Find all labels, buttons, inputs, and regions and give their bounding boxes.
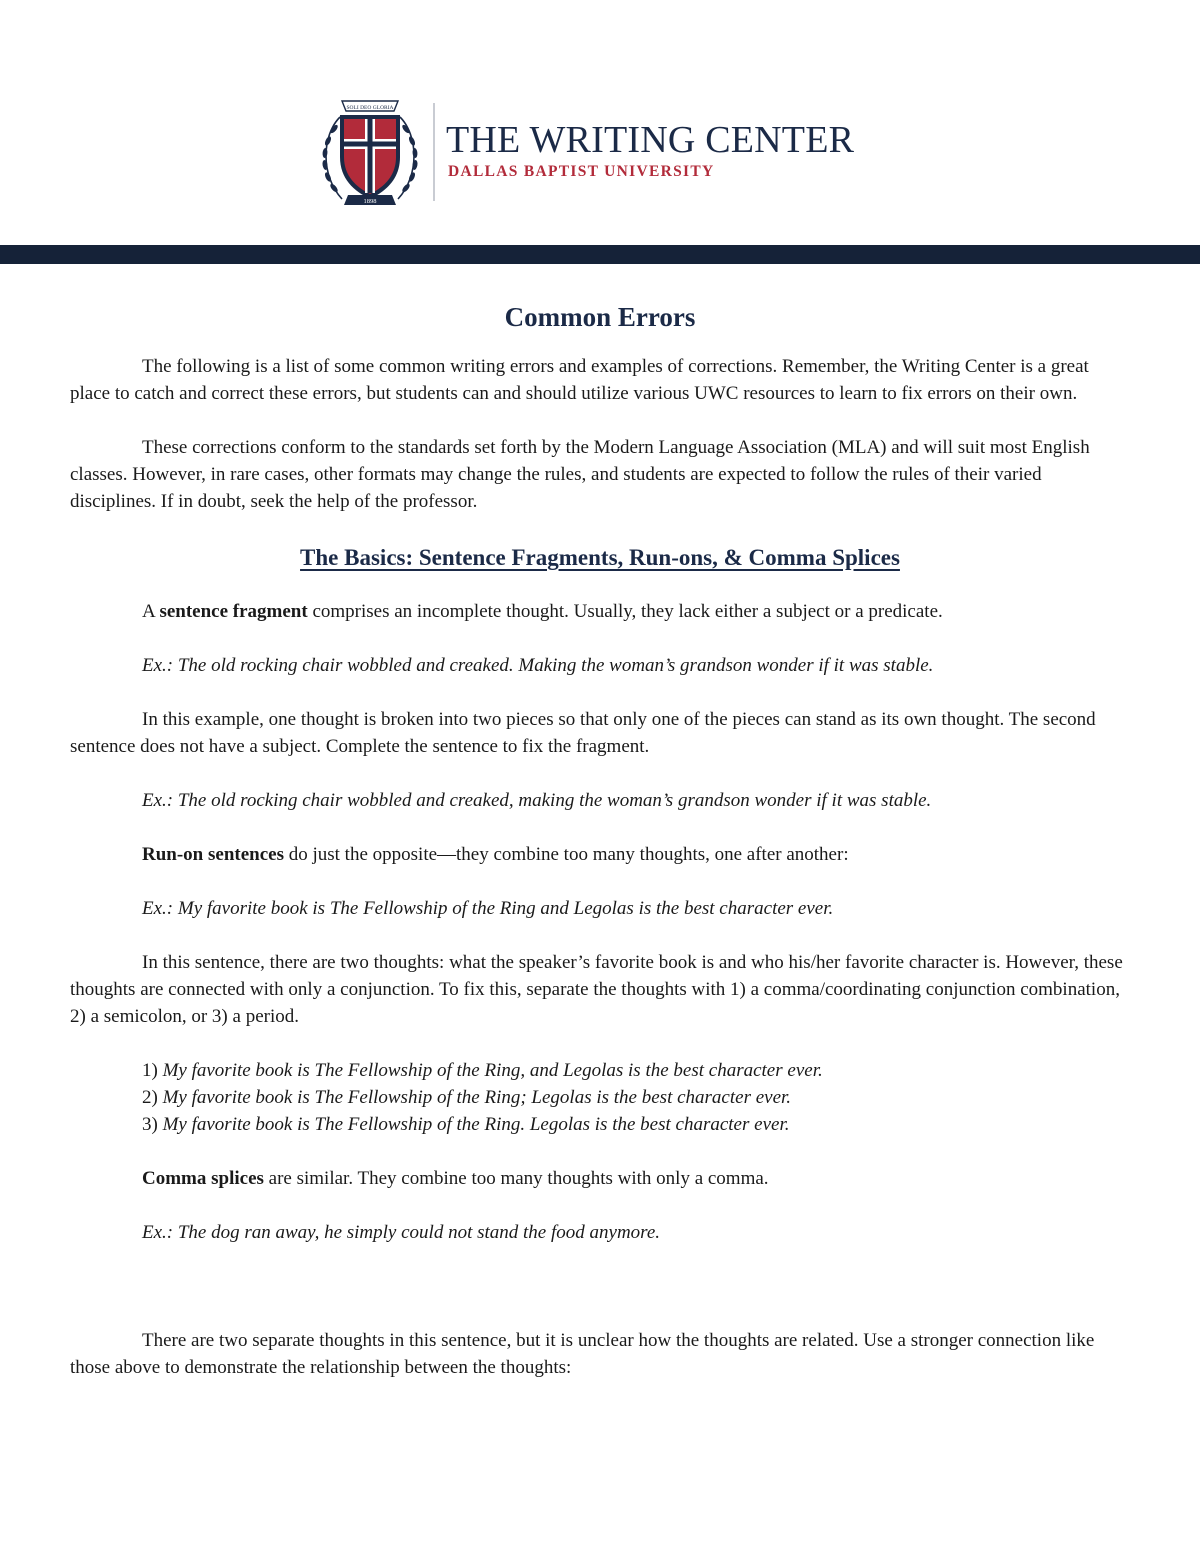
fragment-definition: [70, 598, 1130, 625]
runon-rest: do just the opposite—they combine too many thoughts, one after another:: [283, 844, 849, 865]
fragment-example-1: Ex.: The old rocking chair wobbled and creaked. Making the woman’s grandson wonder if it was stable.: [142, 655, 934, 676]
header-band: [0, 245, 1200, 264]
intro-paragraph-1: The following is a list of some common writing errors and examples of corrections. Remember, the Writing Center is a great place to catch and correct these errors, but students can and should utilize various UWC resources to learn to fix errors on their own.: [70, 356, 1089, 404]
fix-number: 1): [142, 1060, 163, 1081]
document-body: [70, 300, 1130, 1381]
page-header: [0, 0, 1200, 245]
runon-explanation: In this sentence, there are two thoughts: what the speaker’s favorite book is and who his/her favorite character is. However, these thoughts are connected with only a conjunction. To fix this, separate the thoughts with 1) a comma/coordinating conjunction combination, 2) a semicolon, or 3) a period.: [70, 952, 1123, 1027]
runon-example: Ex.: My favorite book is The Fellowship of the Ring and Legolas is the best character ever.: [142, 898, 834, 919]
org-subtitle: DALLAS BAPTIST UNIVERSITY: [448, 163, 715, 180]
fix-number: 3): [142, 1114, 163, 1135]
fragment-pre: A: [142, 601, 160, 622]
intro-paragraph-2: These corrections conform to the standards set forth by the Modern Language Association (MLA) and will suit most English classes. However, in rare cases, other formats may change the rules, and students are expected to follow the rules of their varied disciplines. If in doubt, seek the help of the professor.: [70, 437, 1090, 512]
splice-term: Comma splices: [142, 1168, 264, 1189]
fix-text: My favorite book is The Fellowship of the Ring. Legolas is the best character ever.: [162, 1114, 790, 1135]
fragment-explanation: In this example, one thought is broken into two pieces so that only one of the pieces can stand as its own thought. The second sentence does not have a subject. Complete the sentence to fix the fragment.: [70, 709, 1096, 757]
list-item: [142, 1111, 1130, 1138]
runon-term: Run-on sentences: [142, 844, 284, 865]
fix-list: [70, 1057, 1130, 1138]
crest-motto-text: SOLI DEO GLORIA: [346, 105, 394, 111]
splice-explanation: There are two separate thoughts in this sentence, but it is unclear how the thoughts are related. Use a stronger connection like those above to demonstrate the relationship between the thoughts:: [70, 1330, 1095, 1378]
list-item: [142, 1084, 1130, 1111]
fix-number: 2): [142, 1087, 163, 1108]
splice-rest: are similar. They combine too many thoughts with only a comma.: [263, 1168, 769, 1189]
fix-text: My favorite book is The Fellowship of the Ring, and Legolas is the best character ever.: [162, 1060, 823, 1081]
crest-year-text: 1898: [363, 198, 377, 205]
fragment-rest: comprises an incomplete thought. Usually, they lack either a subject or a predicate.: [307, 601, 943, 622]
fix-text: My favorite book is The Fellowship of the Ring; Legolas is the best character ever.: [162, 1087, 792, 1108]
splice-example: Ex.: The dog ran away, he simply could not stand the food anymore.: [142, 1222, 661, 1243]
page-title: Common Errors: [504, 302, 696, 332]
fragment-example-2: Ex.: The old rocking chair wobbled and creaked, making the woman’s grandson wonder if it was stable.: [142, 790, 932, 811]
list-item: [142, 1057, 1130, 1084]
logo-divider: [433, 103, 435, 201]
section-heading: The Basics: Sentence Fragments, Run-ons, & Comma Splices: [300, 545, 900, 570]
runon-definition: [70, 841, 1130, 868]
university-crest-icon: [312, 95, 428, 215]
fragment-term: sentence fragment: [159, 601, 308, 622]
splice-definition: [70, 1165, 1130, 1192]
org-name: THE WRITING CENTER: [446, 119, 855, 161]
